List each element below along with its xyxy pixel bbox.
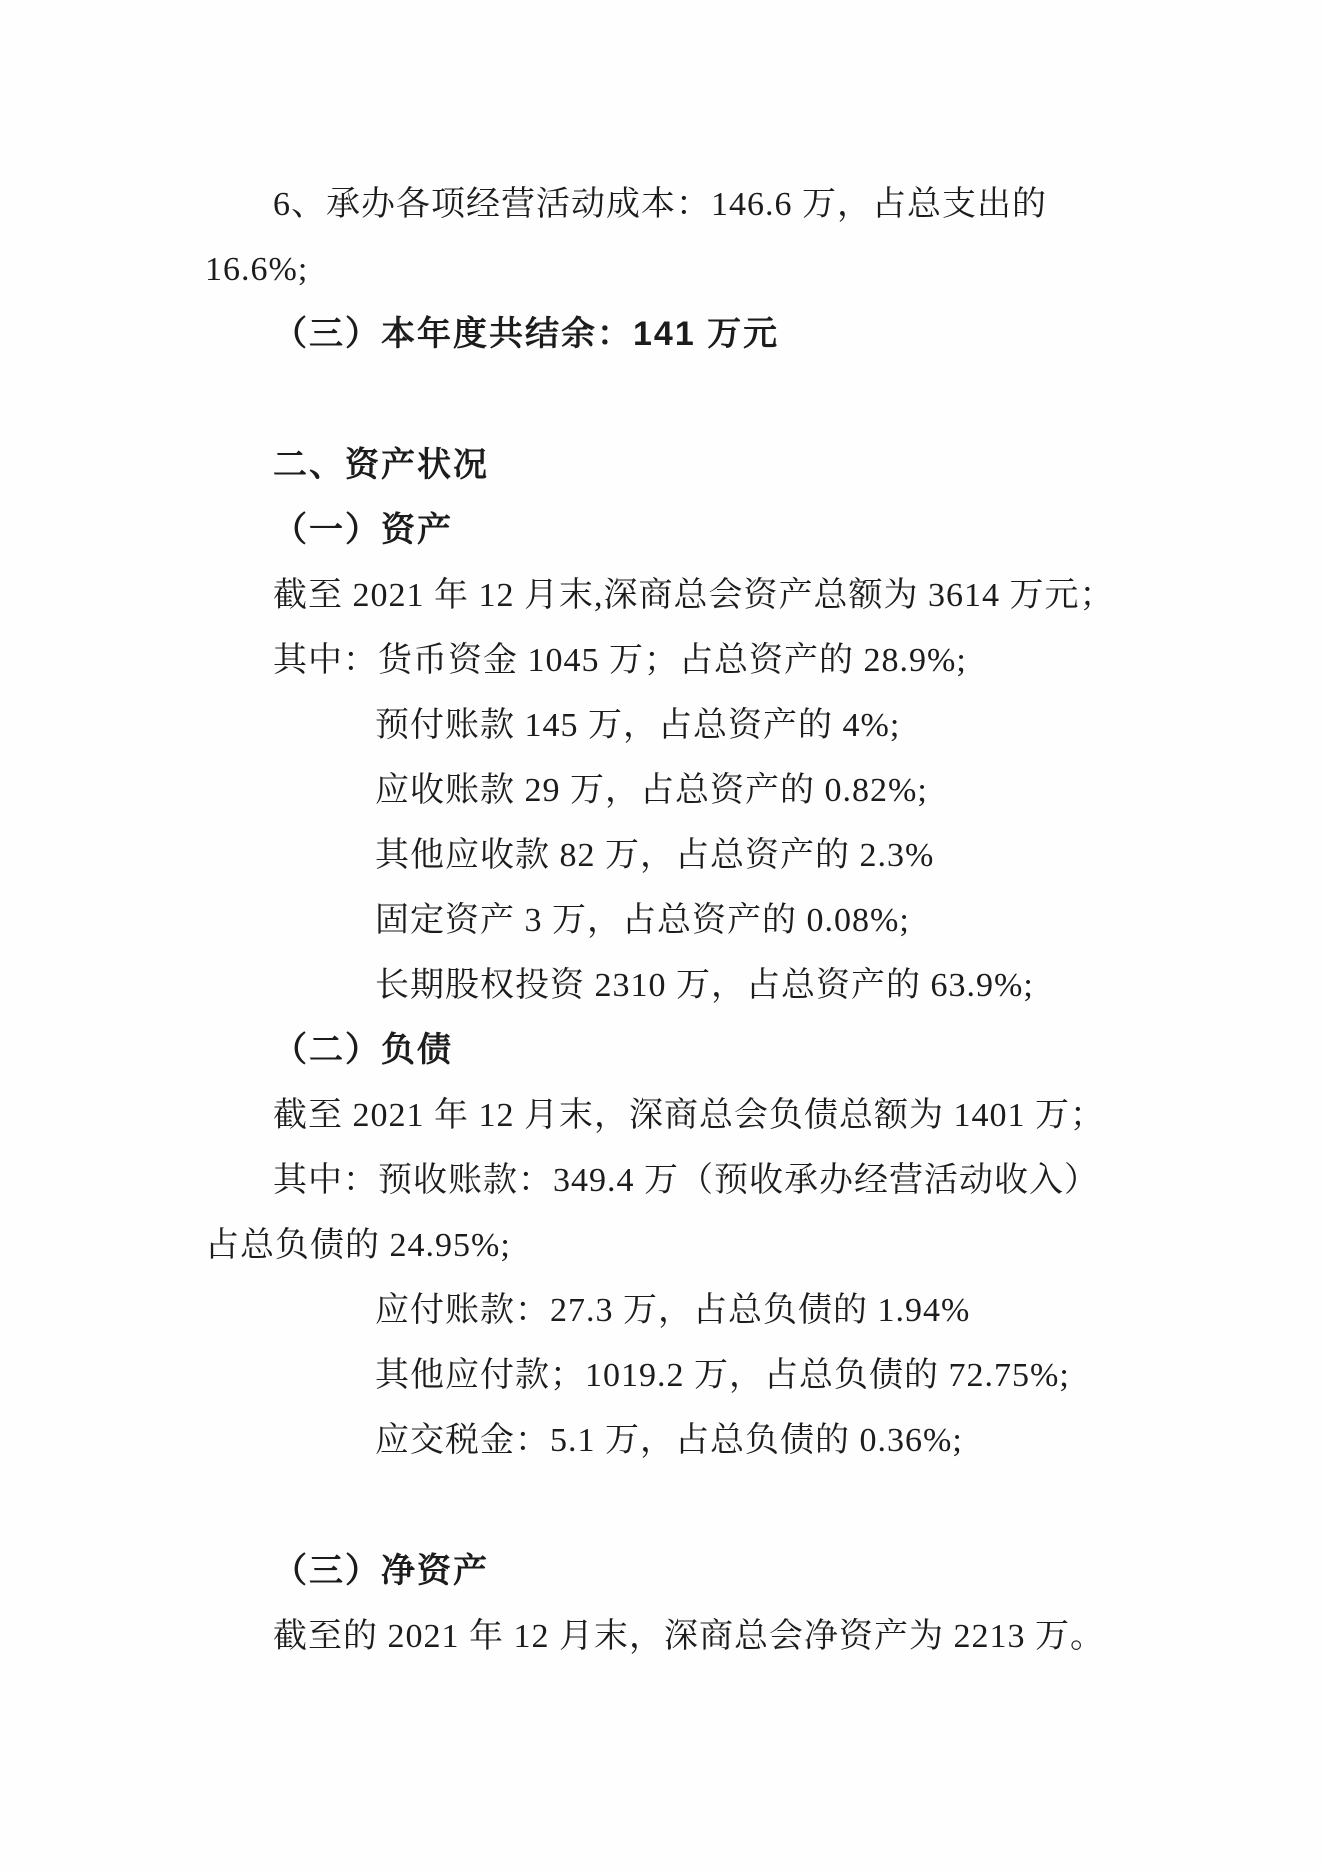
annual-balance-heading: （三）本年度共结余：141 万元 (273, 315, 780, 353)
fixed-assets-line: 固定资产 3 万，占总资产的 0.08%; (375, 902, 910, 939)
taxes-payable-line: 应交税金：5.1 万，占总负债的 0.36%; (375, 1422, 963, 1459)
receivables-line: 应收账款 29 万，占总资产的 0.82%; (375, 772, 928, 809)
expense-item-6-continuation: 16.6%; (205, 251, 309, 288)
liabilities-subheading: （二）负债 (273, 1031, 453, 1069)
assets-total-line: 截至 2021 年 12 月末,深商总会资产总额为 3614 万元； (273, 577, 1115, 614)
net-assets-subheading: （三）净资产 (273, 1552, 489, 1590)
section-assets-status-heading: 二、资产状况 (273, 446, 489, 484)
advance-receipts-continuation: 占总负债的 24.95%; (205, 1227, 511, 1264)
long-term-equity-line: 长期股权投资 2310 万，占总资产的 63.9%; (375, 967, 1034, 1004)
monetary-funds-line: 其中：货币资金 1045 万；占总资产的 28.9%; (273, 642, 967, 679)
expense-item-6: 6、承办各项经营活动成本：146.6 万，占总支出的 (273, 186, 1047, 223)
assets-subheading: （一）资产 (273, 511, 453, 549)
payables-line: 应付账款：27.3 万，占总负债的 1.94% (375, 1292, 971, 1329)
other-receivables-line: 其他应收款 82 万，占总资产的 2.3% (375, 837, 935, 874)
liabilities-total-line: 截至 2021 年 12 月末，深商总会负债总额为 1401 万； (273, 1097, 1105, 1134)
net-assets-total-line: 截至的 2021 年 12 月末，深商总会净资产为 2213 万。 (273, 1618, 1105, 1655)
prepaid-accounts-line: 预付账款 145 万，占总资产的 4%; (375, 707, 901, 744)
other-payables-line: 其他应付款；1019.2 万，占总负债的 72.75%; (375, 1357, 1070, 1394)
advance-receipts-line: 其中：预收账款：349.4 万（预收承办经营活动收入） (273, 1162, 1099, 1199)
